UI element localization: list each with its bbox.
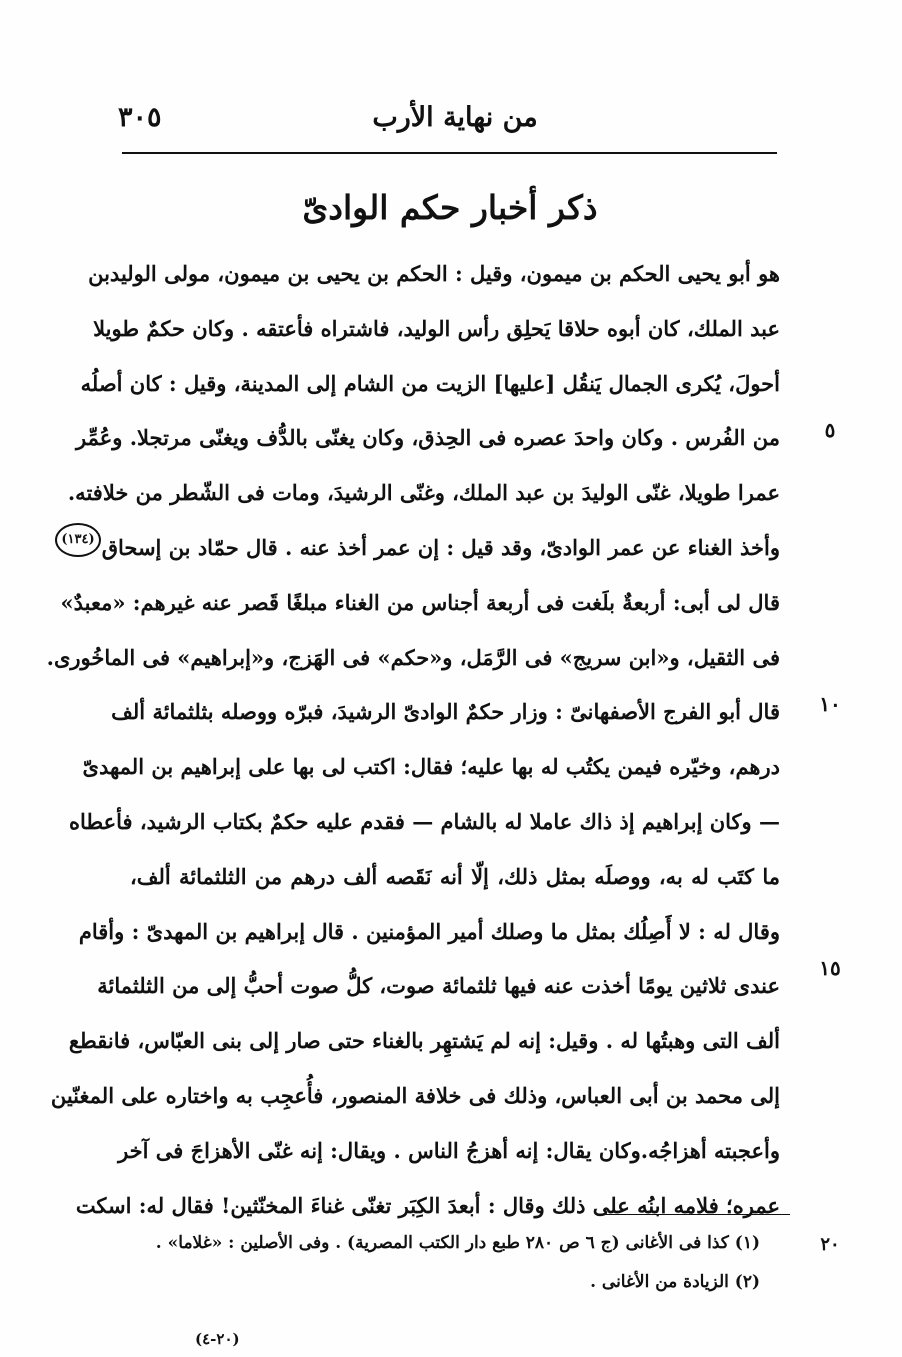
- footnote-1: (١) كذا فى الأغانى (ج ٦ ص ٢٨٠ طبع دار الكتب المصرية) . وفى الأصلين : «غلاما» .: [155, 1233, 760, 1253]
- line-number: ٢٠: [820, 1234, 840, 1255]
- text-line: — وكان إبراهيم إذ ذاك عاملا له بالشام — فقدم عليه حكمٌ بكتاب الرشيد، فأعطاه: [68, 808, 780, 834]
- text-line: هو أبو يحيى الحكم بن ميمون، وقيل : الحكم بن يحيى بن ميمون، مولى الوليدبن: [88, 261, 780, 286]
- text-line: قال أبو الفرج الأصفهانىّ : وزار حكمٌ الوادىّ الرشيدَ، فبرّه ووصله بثلثمائة ألف: [111, 699, 780, 725]
- page-header-title: من نهاية الأرب: [372, 102, 538, 133]
- page-number: ٣٠٥: [118, 102, 162, 133]
- text-line: ألف التى وهبتُها له . وقيل: إنه لم يَشتهِر بالغناء حتى صار إلى بنى العبّاس، فانقطع: [68, 1028, 780, 1054]
- text-line: من الفُرس . وكان واحدَ عصره فى الحِذق، وكان يغنّى بالدُّف ويغنّى مرتجلا. وعُمِّر: [75, 425, 780, 451]
- text-line: وأعجبته أهزاجُه.وكان يقال: إنه أهزجُ الناس . ويقال: إنه غنّى الأهزاجَ فى آخر: [118, 1137, 780, 1163]
- text-line: درهم، وخيّره فيمن يكتُب له بها عليه؛ فقال: اكتب لى بها على إبراهيم بن المهدىّ: [82, 754, 780, 780]
- line-number: ١٥: [819, 956, 841, 980]
- text-line: عمره؛ فلامه ابنُه على ذلك وقال : أبعدَ الكِبَر تغنّى غناءَ المخنّثين! فقال له: اسكت: [75, 1192, 780, 1218]
- text-line: قال لى أبى: أربعةٌ بلَغت فى أربعة أجناس من الغناء مبلغًا قَصر عنه غيرهم: «معبدٌ»: [60, 589, 780, 615]
- header-rule: [122, 152, 777, 154]
- text-line: ما كتَب له به، ووصلَه بمثل ذلك، إلّا أنه نَقَصه ألف درهم من الثلثمائة ألف،: [130, 863, 780, 889]
- text-line: وأخذ الغناء عن عمر الوادىّ، وقد قيل : إن عمر أخذ عنه . قال حمّاد بن إسحاق: [101, 534, 780, 560]
- text-line: عمرا طويلا، غنّى الوليدَ بن عبد الملك، وغنّى الرشيدَ، ومات فى الشّطر من خلافته.: [67, 480, 780, 506]
- footnote-2: (٢) الزيادة من الأغانى .: [590, 1272, 760, 1292]
- text-line: أحولَ، يُكرى الجمال يَنقُل [عليها] الزيت من الشام إلى المدينة، وقيل : كان أصلُه: [80, 370, 780, 396]
- line-number: ١٠: [819, 692, 841, 716]
- text-line: عبد الملك، كان أبوه حلاقا يَحلِق رأس الوليد، فاشتراه فأعتقه . وكان حكمٌ طويلا: [93, 315, 780, 341]
- footnote-rule: [598, 1214, 790, 1215]
- text-line: إلى محمد بن أبى العباس، وذلك فى خلافة المنصور، فأُعجِب به واختاره على المغنّين: [50, 1082, 780, 1108]
- text-line: فى الثقيل، و«ابن سريج» فى الرَّمَل، و«حكم» فى الهَزج، و«إبراهيم» فى الماخُورى.: [46, 644, 780, 670]
- printer-signature: (٢٠-٤): [195, 1330, 240, 1348]
- line-number: ٥: [824, 418, 836, 442]
- text-line: عندى ثلاثين يومًا أخذت عنه فيها ثلثمائة صوت، كلُّ صوت أحبُّ إلى من الثلثمائة: [97, 973, 780, 999]
- text-line: وقال له : لا أَصِلُك بمثل ما وصلك أمير المؤمنين . قال إبراهيم بن المهدىّ : وأقام: [78, 918, 780, 944]
- margin-page-mark: (١٣٤): [55, 523, 101, 557]
- section-title: ذكر أخبار حكم الوادىّ: [302, 188, 598, 227]
